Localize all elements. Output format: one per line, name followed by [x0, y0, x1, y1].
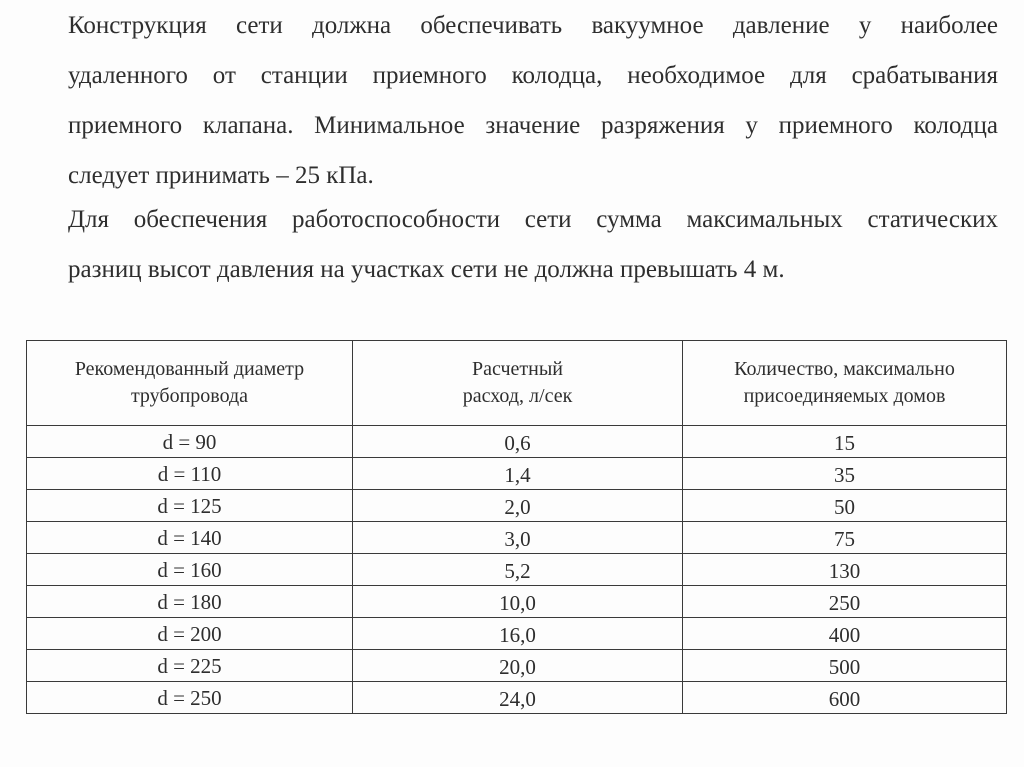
cell-flow-rate: 0,6 [353, 426, 683, 458]
table-row [27, 618, 1007, 650]
paragraph-line: следует принимать – 25 кПа. [68, 162, 374, 189]
table-row [27, 522, 1007, 554]
cell-diameter: d = 180 [27, 586, 353, 618]
cell-houses-count: 35 [683, 458, 1007, 490]
table-row [27, 490, 1007, 522]
table-body [27, 426, 1007, 714]
paragraph-line: приемного клапана. Минимальное значение разряжения у приемного колодца [68, 112, 998, 139]
cell-flow-rate: 2,0 [353, 490, 683, 522]
table-row [27, 426, 1007, 458]
cell-diameter: d = 125 [27, 490, 353, 522]
paragraph-line: разниц высот давления на участках сети не должна превышать 4 м. [68, 256, 785, 283]
pipe-diameter-table [26, 340, 1006, 714]
cell-flow-rate: 5,2 [353, 554, 683, 586]
cell-houses-count: 130 [683, 554, 1007, 586]
cell-flow-rate: 24,0 [353, 682, 683, 714]
paragraph-static-heights [68, 195, 998, 295]
header-houses-count: Количество, максимально присоединяемых домов [683, 341, 1007, 426]
cell-houses-count: 15 [683, 426, 1007, 458]
cell-flow-rate: 1,4 [353, 458, 683, 490]
cell-flow-rate: 20,0 [353, 650, 683, 682]
table-row [27, 554, 1007, 586]
cell-diameter: d = 225 [27, 650, 353, 682]
cell-diameter: d = 90 [27, 426, 353, 458]
table-row [27, 682, 1007, 714]
table-row [27, 650, 1007, 682]
table-header-row [27, 341, 1007, 426]
cell-houses-count: 250 [683, 586, 1007, 618]
paragraph-line: Для обеспечения работоспособности сети сумма максимальных статических [68, 206, 998, 233]
cell-houses-count: 600 [683, 682, 1007, 714]
cell-houses-count: 75 [683, 522, 1007, 554]
cell-flow-rate: 16,0 [353, 618, 683, 650]
cell-flow-rate: 3,0 [353, 522, 683, 554]
header-flow-rate: Расчетный расход, л/сек [353, 341, 683, 426]
cell-diameter: d = 160 [27, 554, 353, 586]
cell-houses-count: 500 [683, 650, 1007, 682]
table-row [27, 458, 1007, 490]
cell-diameter: d = 140 [27, 522, 353, 554]
cell-flow-rate: 10,0 [353, 586, 683, 618]
cell-houses-count: 400 [683, 618, 1007, 650]
paragraph-line: удаленного от станции приемного колодца, необходимое для срабатывания [68, 62, 998, 89]
cell-diameter: d = 200 [27, 618, 353, 650]
cell-houses-count: 50 [683, 490, 1007, 522]
header-diameter: Рекомендованный диаметр трубопровода [27, 341, 353, 426]
cell-diameter: d = 110 [27, 458, 353, 490]
paragraph-vacuum-pressure [68, 1, 998, 201]
paragraph-line: Конструкция сети должна обеспечивать вакуумное давление у наиболее [68, 12, 998, 39]
cell-diameter: d = 250 [27, 682, 353, 714]
data-table [26, 340, 1007, 714]
table-row [27, 586, 1007, 618]
